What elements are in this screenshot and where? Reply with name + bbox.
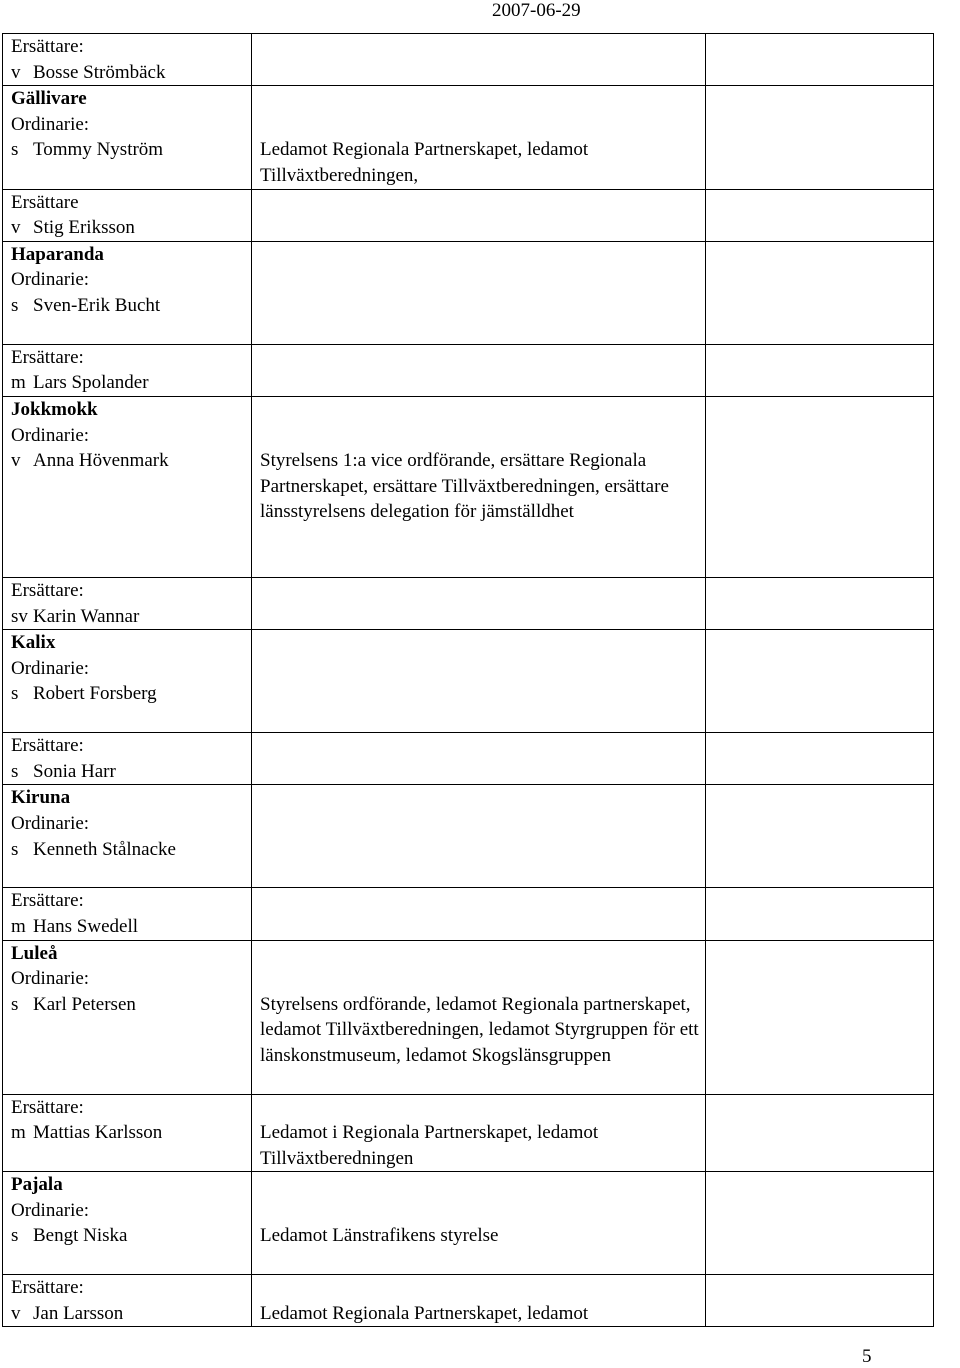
empty-cell <box>706 396 934 577</box>
role-label: Ersättare <box>11 191 79 213</box>
member-cell <box>3 241 252 344</box>
page-number: 5 <box>862 1346 872 1367</box>
role-label: Ersättare: <box>11 346 84 368</box>
party-code: s <box>11 838 19 860</box>
member-name: Sonia Harr <box>33 760 116 782</box>
member-cell <box>3 577 252 629</box>
member-cell <box>3 1275 252 1327</box>
empty-cell <box>706 1094 934 1172</box>
empty-cell <box>706 34 934 86</box>
member-entry <box>11 137 251 163</box>
member-name: Lars Spolander <box>33 372 149 394</box>
assignment-text: Styrelsens ordförande, ledamot Regionala partnerskapet, ledamot Tillväxtberedningen, ledamot Styrgruppen för ett länskonstmuseum, ledamot Skogslänsgruppen <box>260 993 699 1066</box>
member-cell <box>3 86 252 189</box>
role-label: Ordinarie: <box>11 113 90 135</box>
role-label: Ordinarie: <box>11 968 90 990</box>
party-code: v <box>11 450 21 472</box>
empty-cell <box>706 189 934 241</box>
member-cell <box>3 396 252 577</box>
member-cell <box>3 940 252 1094</box>
member-name: Sven-Erik Bucht <box>33 294 161 316</box>
assignment-cell <box>252 1094 706 1172</box>
member-cell <box>3 1094 252 1172</box>
document-date: 2007-06-29 <box>492 0 581 21</box>
table-row <box>3 189 934 241</box>
assignment-cell <box>252 733 706 785</box>
member-cell <box>3 630 252 733</box>
party-code: v <box>11 217 21 239</box>
party-code: s <box>11 760 19 782</box>
member-cell <box>3 888 252 940</box>
assignment-cell <box>252 577 706 629</box>
role-label: Ersättare: <box>11 735 84 757</box>
table-body <box>3 34 934 1327</box>
member-name: Robert Forsberg <box>33 683 157 705</box>
assignment-cell <box>252 344 706 396</box>
assignment-cell <box>252 1275 706 1327</box>
member-entry <box>11 992 251 1018</box>
role-label: Ersättare: <box>11 1096 84 1118</box>
table-row <box>3 34 934 86</box>
table-row <box>3 630 934 733</box>
member-name: Karin Wannar <box>33 605 140 627</box>
party-code: v <box>11 1302 21 1324</box>
party-code: m <box>11 372 26 394</box>
municipality-name: Kiruna <box>11 787 71 809</box>
member-cell <box>3 733 252 785</box>
municipality-name: Luleå <box>11 942 58 964</box>
assignment-text: Ledamot Regionala Partnerskapet, ledamot Tillväxtberedningen, <box>260 139 589 186</box>
role-label: Ordinarie: <box>11 269 90 291</box>
role-label: Ordinarie: <box>11 812 90 834</box>
party-code: s <box>11 993 19 1015</box>
member-name: Tommy Nyström <box>33 139 164 161</box>
empty-cell <box>706 1275 934 1327</box>
assignment-cell <box>252 940 706 1094</box>
member-entry <box>11 293 251 319</box>
table-row <box>3 733 934 785</box>
party-code: m <box>11 915 26 937</box>
member-entry <box>11 215 251 241</box>
municipality-name: Pajala <box>11 1174 63 1196</box>
party-code: v <box>11 61 21 83</box>
assignment-cell <box>252 1172 706 1275</box>
member-name: Mattias Karlsson <box>33 1122 163 1144</box>
table-row <box>3 785 934 888</box>
table-row <box>3 396 934 577</box>
member-entry <box>11 1120 251 1146</box>
party-code: s <box>11 139 19 161</box>
assignment-cell <box>252 189 706 241</box>
role-label: Ersättare: <box>11 1277 84 1299</box>
municipality-name: Haparanda <box>11 243 104 265</box>
assignment-text: Styrelsens 1:a vice ordförande, ersättare Regionala Partnerskapet, ersättare Tillväxtberedningen, ersättare länsstyrelsens delegation för jämställdhet <box>260 450 669 523</box>
member-name: Kenneth Stålnacke <box>33 838 176 860</box>
table-row <box>3 1275 934 1327</box>
table-row <box>3 344 934 396</box>
member-entry <box>11 1223 251 1249</box>
party-code: sv <box>11 605 28 627</box>
empty-cell <box>706 577 934 629</box>
assignment-cell <box>252 241 706 344</box>
table-row <box>3 1094 934 1172</box>
municipality-name: Kalix <box>11 632 56 654</box>
table-row <box>3 888 934 940</box>
member-cell <box>3 785 252 888</box>
assignment-cell <box>252 785 706 888</box>
role-label: Ersättare: <box>11 890 84 912</box>
table-row <box>3 86 934 189</box>
party-code: s <box>11 683 19 705</box>
empty-cell <box>706 241 934 344</box>
empty-cell <box>706 630 934 733</box>
member-name: Jan Larsson <box>33 1302 124 1324</box>
party-code: s <box>11 294 19 316</box>
table-row <box>3 1172 934 1275</box>
table-row <box>3 940 934 1094</box>
empty-cell <box>706 733 934 785</box>
member-entry <box>11 60 251 86</box>
member-entry <box>11 759 251 785</box>
representatives-table <box>2 33 934 1327</box>
assignment-cell <box>252 86 706 189</box>
empty-cell <box>706 1172 934 1275</box>
role-label: Ordinarie: <box>11 424 90 446</box>
member-cell <box>3 34 252 86</box>
member-name: Hans Swedell <box>33 915 139 937</box>
assignment-cell <box>252 396 706 577</box>
empty-cell <box>706 344 934 396</box>
party-code: m <box>11 1122 26 1144</box>
member-name: Anna Hövenmark <box>33 450 169 472</box>
member-entry <box>11 370 251 396</box>
member-entry <box>11 837 251 863</box>
member-entry <box>11 448 251 474</box>
table-row <box>3 241 934 344</box>
empty-cell <box>706 785 934 888</box>
assignment-cell <box>252 888 706 940</box>
party-code: s <box>11 1225 19 1247</box>
table-row <box>3 577 934 629</box>
role-label: Ersättare: <box>11 579 84 601</box>
empty-cell <box>706 86 934 189</box>
member-entry <box>11 681 251 707</box>
assignment-text: Ledamot i Regionala Partnerskapet, ledamot Tillväxtberedningen <box>260 1122 599 1169</box>
empty-cell <box>706 940 934 1094</box>
municipality-name: Jokkmokk <box>11 398 98 420</box>
role-label: Ersättare: <box>11 36 84 57</box>
assignment-text: Ledamot Länstrafikens styrelse <box>260 1225 499 1247</box>
role-label: Ordinarie: <box>11 657 90 679</box>
member-entry <box>11 604 251 630</box>
member-entry <box>11 914 251 940</box>
member-name: Bosse Strömbäck <box>33 61 166 83</box>
assignment-cell <box>252 34 706 86</box>
member-cell <box>3 344 252 396</box>
member-name: Stig Eriksson <box>33 217 135 239</box>
role-label: Ordinarie: <box>11 1199 90 1221</box>
member-name: Bengt Niska <box>33 1225 128 1247</box>
assignment-text: Ledamot Regionala Partnerskapet, ledamot <box>260 1302 589 1324</box>
assignment-cell <box>252 630 706 733</box>
member-cell <box>3 189 252 241</box>
member-entry <box>11 1301 251 1327</box>
member-cell <box>3 1172 252 1275</box>
member-name: Karl Petersen <box>33 993 136 1015</box>
empty-cell <box>706 888 934 940</box>
municipality-name: Gällivare <box>11 88 87 110</box>
